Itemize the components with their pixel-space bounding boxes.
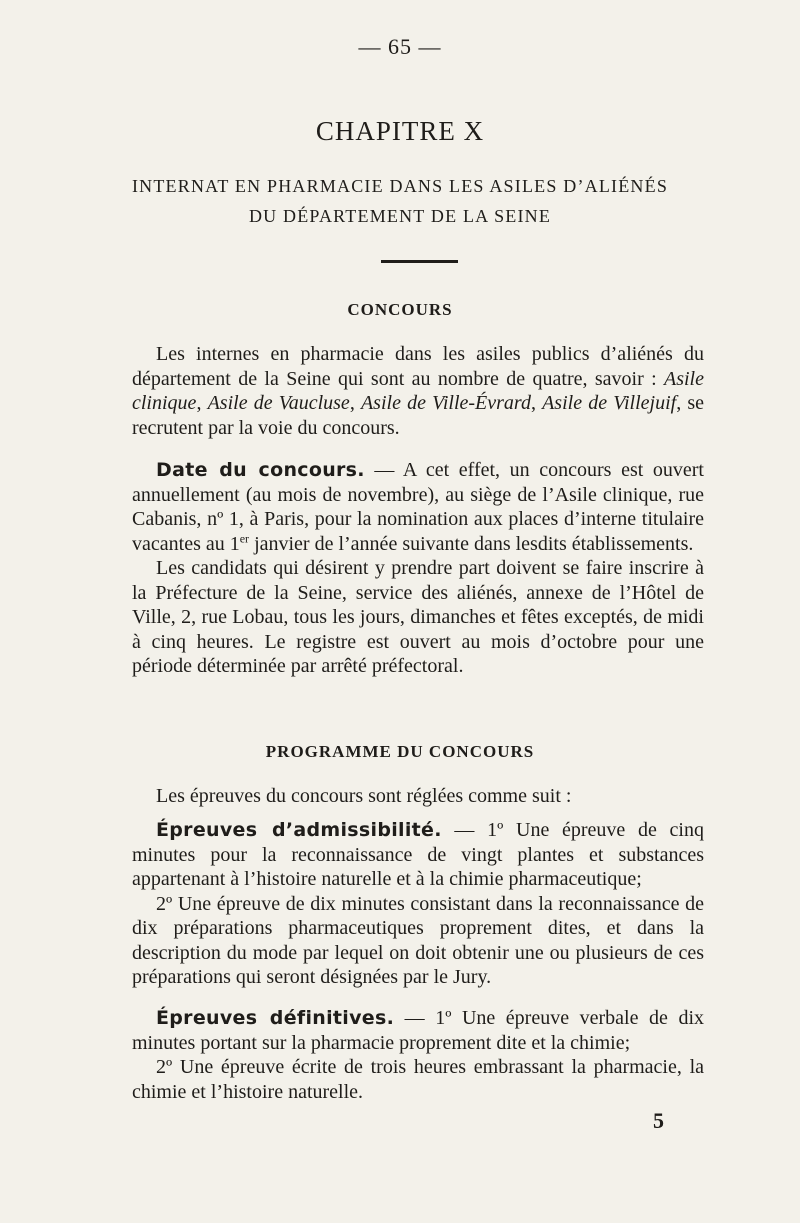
asile-ville-evrard: Asile de Ville-Évrard bbox=[360, 392, 531, 414]
admissibilite-text-1: — 1º Une épreuve de cinq minutes pour la reconnaissance de vingt plantes et substances appartenant à l’histoire naturelle et à la chimie pharmaceutique; bbox=[132, 819, 704, 890]
gathering-signature-mark: 5 bbox=[653, 1108, 664, 1133]
intro-text-start: Les internes en pharmacie dans les asiles publics d’aliénés du département de la Seine qui sont au nombre de quatre, savoir : bbox=[132, 343, 704, 390]
programme-intro-block bbox=[132, 784, 704, 809]
date-concours-paragraph bbox=[132, 458, 704, 556]
separator-3: , bbox=[530, 392, 543, 414]
admissibilite-paragraph-2: 2º Une épreuve de dix minutes consistant dans la reconnaissance de dix préparations pharmaceutiques proprement dites, et dans la description du mode par lequel on doit obtenir une ou plusieurs de ces préparations qui seront désignées par le Jury. bbox=[132, 892, 704, 988]
admissibilite-label: Épreuves d’admissibilité. bbox=[156, 819, 442, 841]
programme-heading: PROGRAMME DU CONCOURS bbox=[265, 742, 535, 761]
intro-text-end: , se recrutent par la voie du concours. bbox=[132, 392, 704, 439]
chapter-title: CHAPITRE X bbox=[315, 116, 485, 146]
inscription-paragraph: Les candidats qui désirent y prendre part doivent se faire inscrire à la Préfecture de la Seine, service des aliénés, annexe de l’Hôtel de Ville, 2, rue Lobau, tous les jours, dimanches et fêtes exceptés, de midi à cinq heures. Le registre est ouvert au mois d’octobre pour une période déterminée par arrêté préfectoral. bbox=[132, 557, 704, 677]
intro-paragraph-block bbox=[132, 342, 704, 440]
definitives-block bbox=[132, 1006, 704, 1104]
chapter-subtitle-line-1: INTERNAT EN PHARMACIE DANS LES ASILES D’ALIÉNÉS bbox=[131, 176, 669, 196]
concours-heading: CONCOURS bbox=[347, 300, 453, 319]
section-divider bbox=[381, 260, 458, 263]
separator-2: , bbox=[349, 392, 361, 414]
chapter-subtitle-line-2: DU DÉPARTEMENT DE LA SEINE bbox=[248, 206, 552, 226]
page-number: — 65 — bbox=[358, 34, 442, 59]
definitives-label: Épreuves définitives. bbox=[156, 1007, 395, 1029]
definitives-text-1: — 1º Une épreuve verbale de dix minutes portant sur la pharmacie proprement dite et la chimie; bbox=[132, 1007, 705, 1054]
date-concours-text-part2: janvier de l’année suivante dans lesdits établissements. bbox=[249, 532, 694, 555]
date-concours-text-part1: — A cet effet, un concours est ouvert annuellement (au mois de novembre), au siège de l’Asile clinique, rue Cabanis, nº 1, à Paris, pour la nomination aux places d’interne titulaire vacantes au 1 bbox=[132, 459, 704, 555]
date-concours-block bbox=[132, 458, 704, 679]
admissibilite-block bbox=[132, 818, 704, 990]
asile-clinique: Asile clinique bbox=[132, 367, 704, 414]
asile-vaucluse: Asile de Vaucluse bbox=[207, 392, 350, 414]
admissibilite-paragraph-1 bbox=[132, 818, 704, 892]
intro-paragraph bbox=[132, 342, 704, 440]
asile-villejuif: Asile de Villejuif bbox=[542, 392, 677, 414]
date-concours-label: Date du concours. bbox=[156, 459, 365, 481]
separator-1: , bbox=[196, 392, 208, 414]
programme-intro-paragraph: Les épreuves du concours sont réglées comme suit : bbox=[156, 785, 572, 807]
definitives-paragraph-1 bbox=[132, 1006, 704, 1055]
definitives-paragraph-2: 2º Une épreuve écrite de trois heures embrassant la pharmacie, la chimie et l’histoire naturelle. bbox=[132, 1056, 704, 1103]
date-concours-superscript: er bbox=[239, 530, 250, 545]
